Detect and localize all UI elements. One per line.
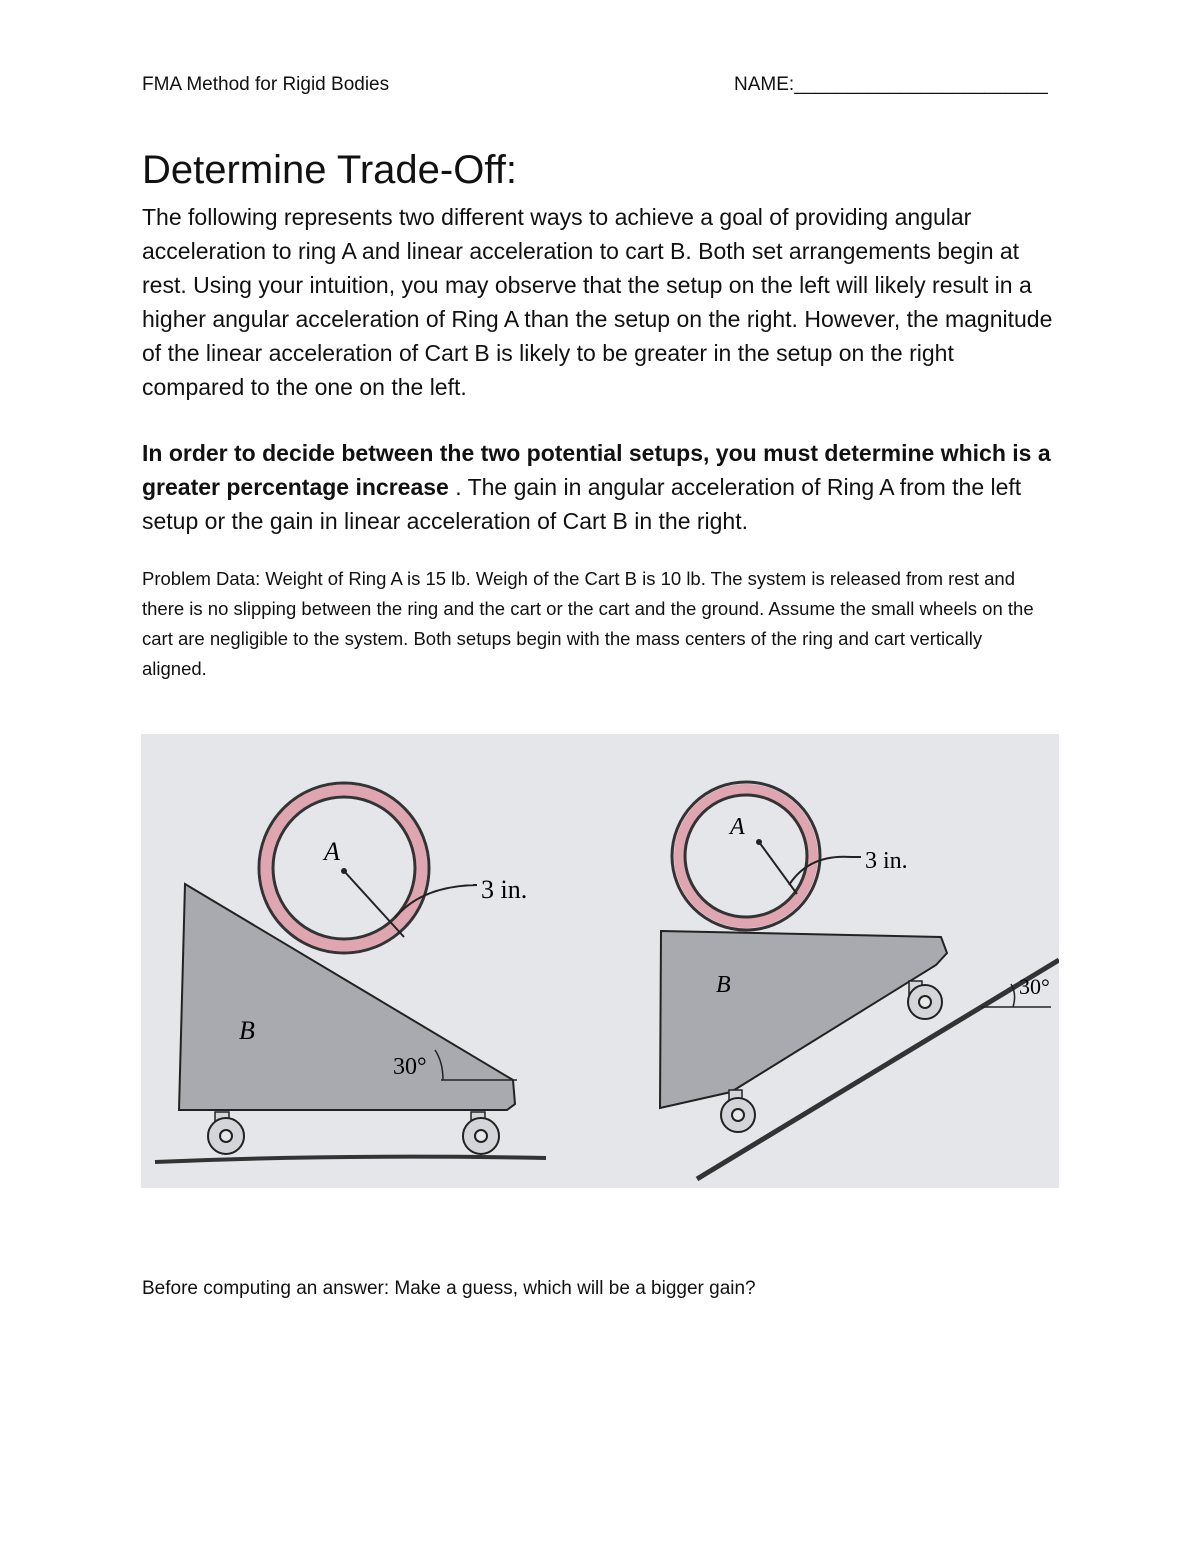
name-field — [734, 74, 1048, 96]
setup-figure — [141, 734, 1059, 1188]
right-ring-label: A — [730, 814, 745, 840]
decision-rest-text: . The gain in angular acceleration of Ring A from the left setup or the gain in linear acceleration of Cart B in the right. — [142, 474, 1022, 534]
decision-bold-text: In order to decide between the two potential setups, you must determine which is a greater percentage increase — [142, 440, 1051, 500]
guess-question: Before computing an answer: Make a guess, which will be a bigger gain? — [142, 1278, 756, 1299]
course-title: FMA Method for Rigid Bodies — [142, 74, 390, 95]
left-ring-label: A — [324, 837, 340, 866]
right-cart-label: B — [716, 972, 731, 998]
name-label: NAME: — [734, 74, 795, 95]
problem-data-paragraph: Problem Data: Weight of Ring A is 15 lb. Weigh of the Cart B is 10 lb. The system is released from rest and there is no slipping between the ring and the cart or the cart and the ground. Assume the small wheels on the cart are negligible to the system. Both setups begin with the mass centers of the ring and cart vertically aligned. — [142, 568, 1034, 679]
right-radius-label: 3 in. — [865, 848, 908, 874]
left-radius-label: 3 in. — [481, 875, 528, 904]
page-title: Determine Trade-Off: — [142, 148, 517, 192]
intro-paragraph: The following represents two different ways to achieve a goal of providing angular acceleration to ring A and linear acceleration to cart B. Both set arrangements begin at rest. Using your intuition, you may observe that the setup on the left will likely result in a higher angular acceleration of Ring A than the setup on the right. However, the magnitude of the linear acceleration of Cart B is likely to be greater in the setup on the right compared to the one on the left. — [142, 204, 1053, 400]
left-angle-label: 30° — [393, 1054, 427, 1080]
right-angle-label: 30° — [1019, 974, 1050, 999]
decision-paragraph — [142, 436, 1062, 538]
name-blank: ________________________ — [794, 74, 1048, 95]
left-cart-label: B — [239, 1016, 255, 1045]
